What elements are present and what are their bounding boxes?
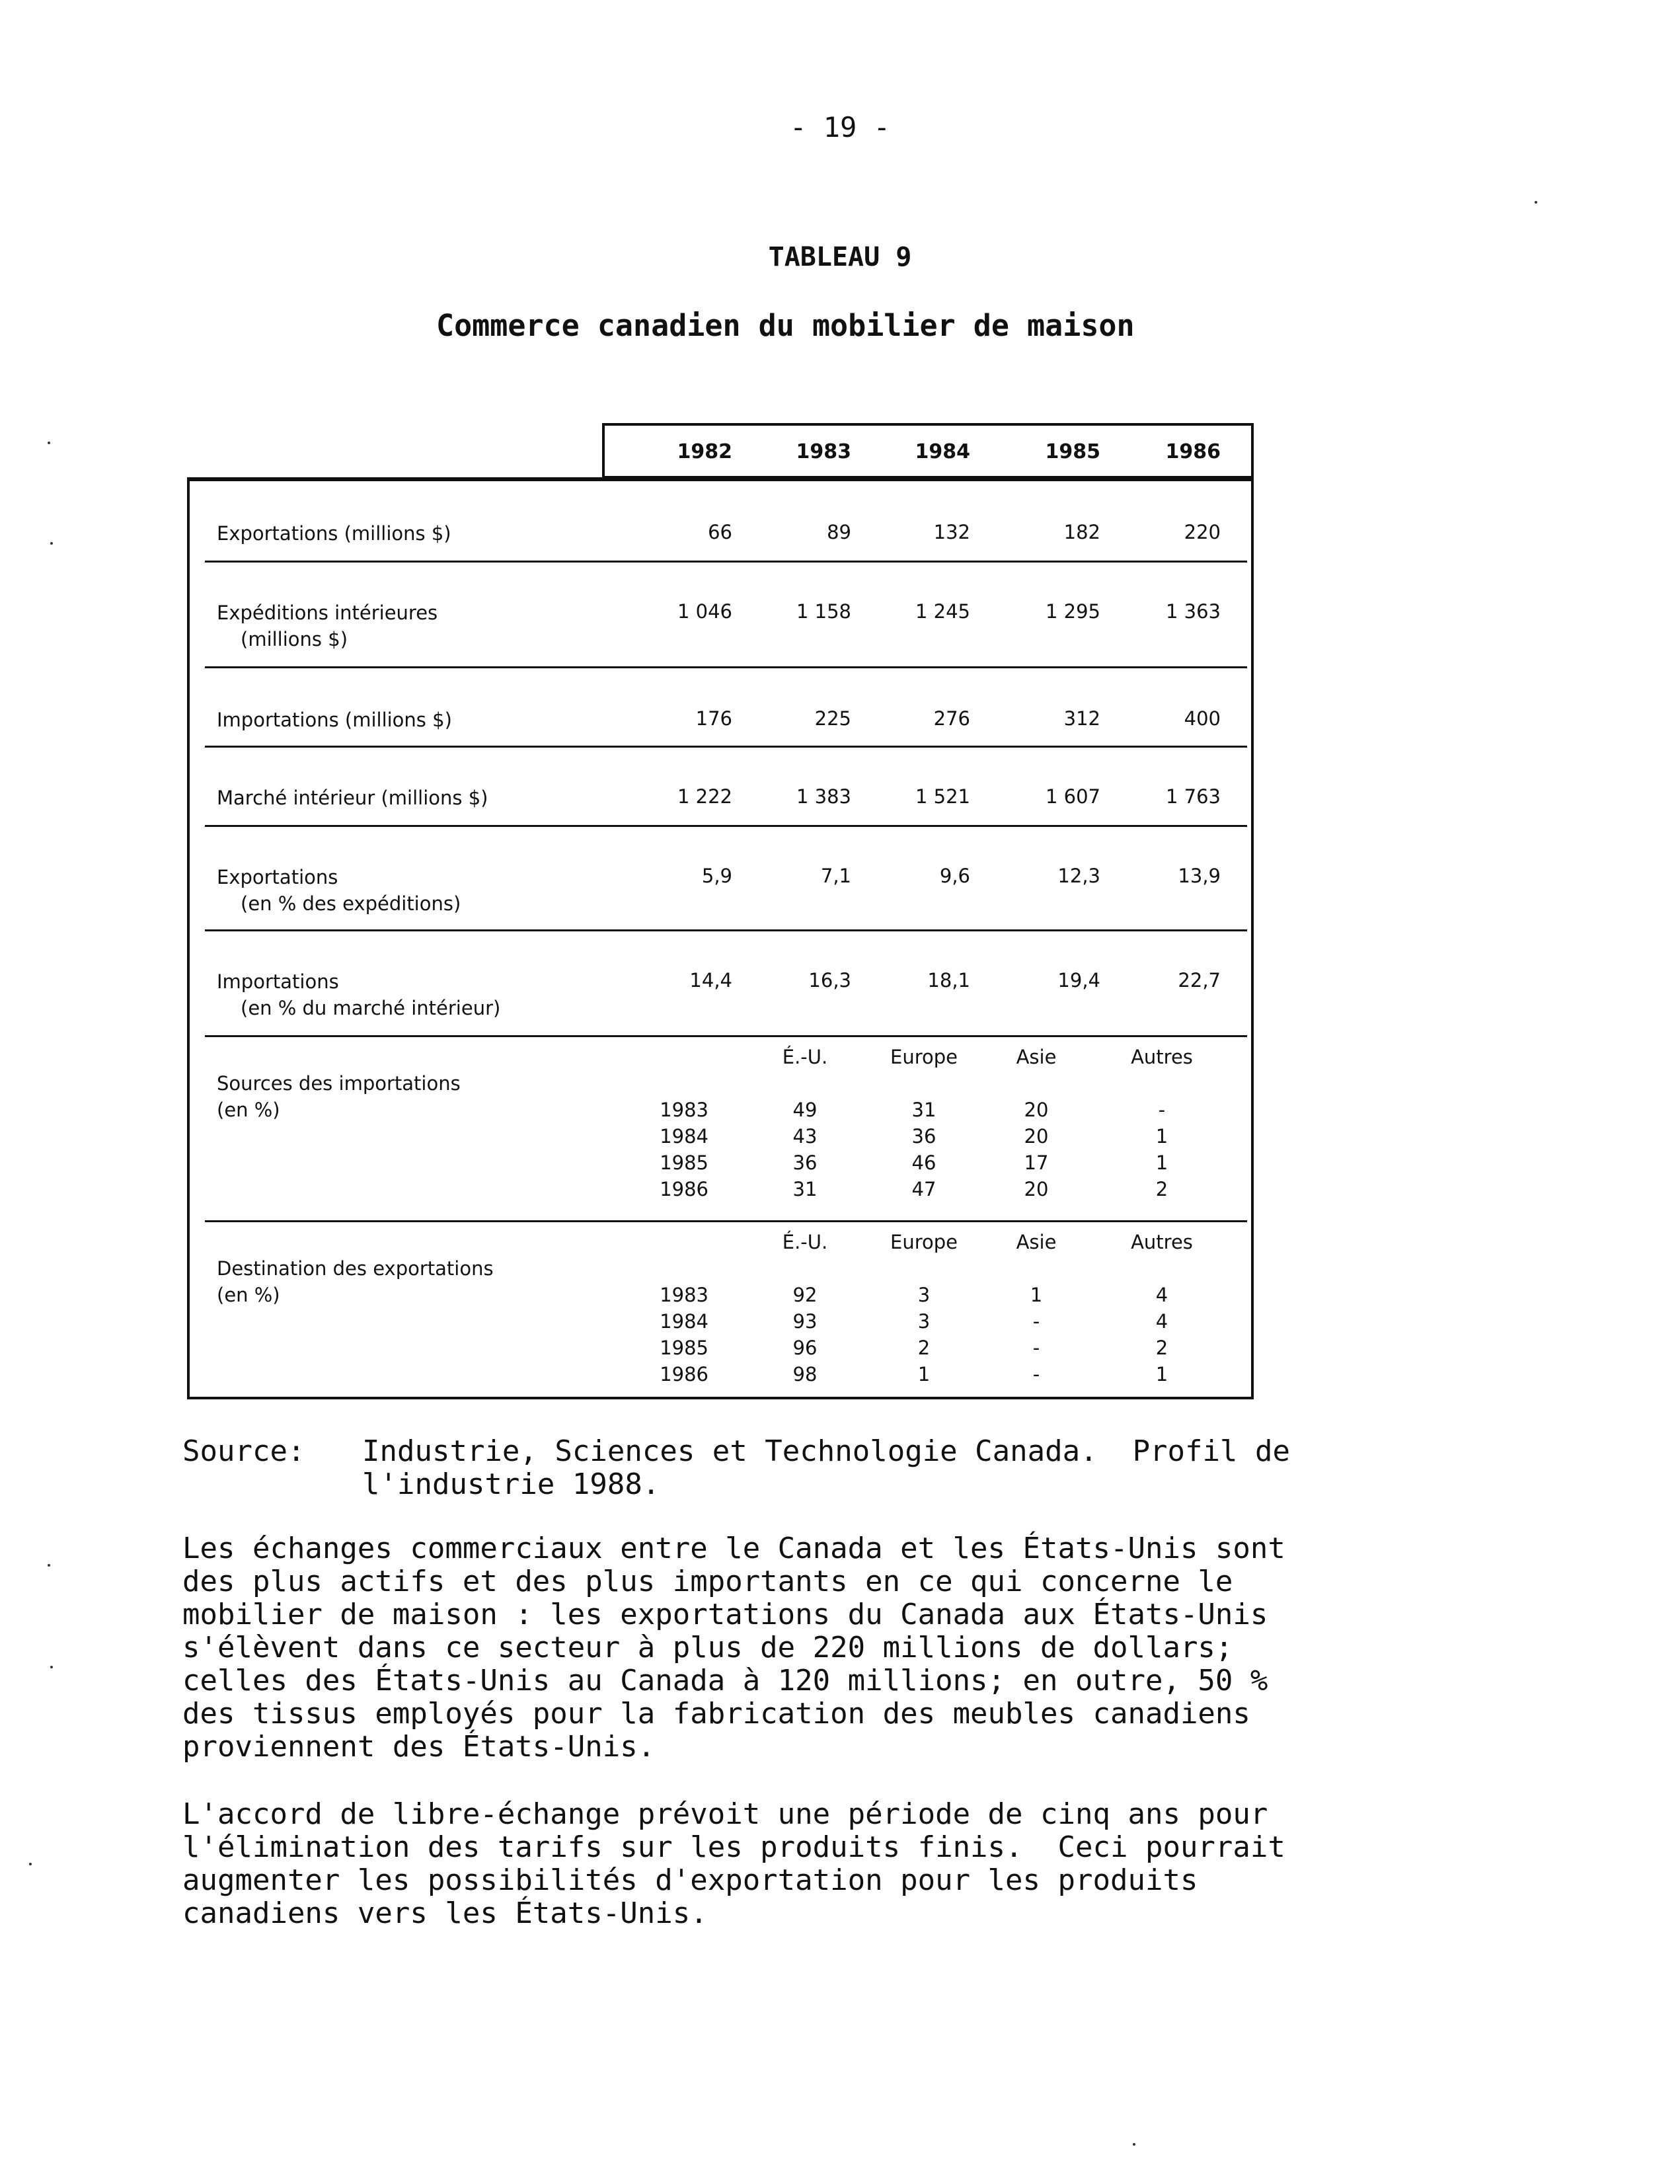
table-cell: 1: [1030, 1284, 1043, 1306]
sources-year: 1984: [660, 1125, 708, 1148]
paragraph-line: s'élèvent dans ce secteur à plus de 220 millions de dollars;: [182, 1631, 1233, 1664]
table-cell: 5,9: [701, 865, 732, 887]
table-cell: 132: [933, 521, 970, 543]
sources-header-asie: Asie: [1016, 1046, 1057, 1068]
destinations-label: Destination des exportations: [217, 1257, 494, 1280]
table-cell: 20: [1024, 1099, 1049, 1121]
table-cell: 1 158: [796, 600, 851, 623]
scan-speck: [1133, 2143, 1135, 2146]
table-cell: -: [1032, 1310, 1040, 1333]
paragraph-line: Les échanges commerciaux entre le Canada et les États-Unis sont: [182, 1532, 1285, 1565]
row-label-exportations-pct-unit: (en % des expéditions): [241, 892, 461, 915]
table-cell: 1 245: [915, 600, 970, 623]
sources-label-unit: (en %): [217, 1099, 280, 1121]
row-label-expeditions-unit: (millions $): [241, 628, 348, 650]
destinations-header-usa: É.-U.: [782, 1231, 828, 1253]
row-label-importations: Importations (millions $): [217, 709, 452, 731]
table-label: TABLEAU 9: [768, 242, 912, 272]
row-divider: [205, 825, 1247, 827]
table-cell: 276: [933, 707, 970, 730]
paragraph-line: des tissus employés pour la fabrication des meubles canadiens: [182, 1697, 1250, 1731]
sources-header-usa: É.-U.: [782, 1046, 828, 1068]
sources-year: 1985: [660, 1151, 708, 1174]
table-cell: 176: [695, 707, 732, 730]
table-cell: 31: [792, 1178, 818, 1200]
destinations-header-europe: Europe: [890, 1231, 958, 1253]
row-divider: [205, 746, 1247, 748]
table-cell: 1: [1155, 1125, 1168, 1148]
paragraph-line: l'élimination des tarifs sur les produits finis. Ceci pourrait: [182, 1830, 1285, 1864]
table-cell: 2: [1155, 1178, 1168, 1200]
scan-speck: [48, 442, 50, 444]
destinations-year: 1984: [660, 1310, 708, 1333]
table-cell: 13,9: [1178, 865, 1221, 887]
table-cell: -: [1032, 1337, 1040, 1359]
table-cell: 220: [1184, 521, 1221, 543]
paragraph-line: mobilier de maison : les exportations du Canada aux États-Unis: [182, 1598, 1268, 1631]
paragraph-line: L'accord de libre-échange prévoit une période de cinq ans pour: [182, 1797, 1268, 1831]
table-cell: 4: [1155, 1310, 1168, 1333]
source-line: Industrie, Sciences et Technologie Canada. Profil de: [362, 1434, 1290, 1468]
table-cell: 16,3: [808, 969, 851, 992]
table-cell: 17: [1024, 1151, 1049, 1174]
table-title: Commerce canadien du mobilier de maison: [436, 308, 1135, 343]
table-cell: 46: [911, 1151, 936, 1174]
table-cell: 31: [911, 1099, 936, 1121]
table-cell: 1: [1155, 1151, 1168, 1174]
sources-year: 1986: [660, 1178, 708, 1200]
scan-speck: [29, 1863, 32, 1865]
table-cell: 20: [1024, 1178, 1049, 1200]
table-cell: 22,7: [1178, 969, 1221, 992]
table-cell: 182: [1063, 521, 1100, 543]
destinations-year: 1985: [660, 1337, 708, 1359]
table-cell: 20: [1024, 1125, 1049, 1148]
table-cell: 96: [792, 1337, 818, 1359]
table-cell: 3: [917, 1310, 931, 1333]
table-cell: 43: [792, 1125, 818, 1148]
row-label-expeditions: Expéditions intérieures: [217, 602, 438, 624]
table-cell: -: [1032, 1363, 1040, 1385]
table-cell: -: [1158, 1099, 1166, 1121]
scan-speck: [1535, 201, 1537, 204]
destinations-year: 1983: [660, 1284, 708, 1306]
table-cell: 36: [792, 1151, 818, 1174]
year-header-1983: 1983: [796, 440, 851, 463]
table-cell: 1 383: [796, 785, 851, 808]
row-label-marche-interieur: Marché intérieur (millions $): [217, 787, 488, 809]
table-cell: 47: [911, 1178, 936, 1200]
source-line: l'industrie 1988.: [362, 1467, 660, 1501]
paragraph-line: celles des États-Unis au Canada à 120 millions; en outre, 50 %: [182, 1664, 1268, 1697]
table-cell: 98: [792, 1363, 818, 1385]
row-label-importations-pct: Importations: [217, 970, 339, 993]
table-cell: 2: [917, 1337, 931, 1359]
row-divider: [205, 1035, 1247, 1037]
destinations-year: 1986: [660, 1363, 708, 1385]
table-cell: 7,1: [820, 865, 851, 887]
table-cell: 1 763: [1165, 785, 1221, 808]
table-cell: 1 363: [1165, 600, 1221, 623]
year-header-1984: 1984: [915, 440, 970, 463]
scan-speck: [48, 1564, 50, 1567]
row-divider: [205, 666, 1247, 668]
table-cell: 225: [814, 707, 851, 730]
destinations-header-asie: Asie: [1016, 1231, 1057, 1253]
table-cell: 66: [708, 521, 732, 543]
scan-speck: [50, 1666, 53, 1668]
paragraph-line: proviennent des États-Unis.: [182, 1730, 656, 1764]
table-cell: 14,4: [689, 969, 732, 992]
source-label: Source:: [182, 1434, 305, 1468]
table-cell: 312: [1063, 707, 1100, 730]
paragraph-line: des plus actifs et des plus importants en ce qui concerne le: [182, 1565, 1233, 1598]
year-header-1985: 1985: [1045, 440, 1100, 463]
table-cell: 1: [1155, 1363, 1168, 1385]
table-cell: 3: [917, 1284, 931, 1306]
table-cell: 9,6: [939, 865, 970, 887]
row-label-importations-pct-unit: (en % du marché intérieur): [241, 997, 501, 1019]
table-cell: 1 521: [915, 785, 970, 808]
sources-header-autres: Autres: [1131, 1046, 1193, 1068]
year-header-1982: 1982: [677, 440, 732, 463]
row-divider: [205, 561, 1247, 563]
destinations-header-autres: Autres: [1131, 1231, 1193, 1253]
table-cell: 1 222: [677, 785, 732, 808]
year-header-1986: 1986: [1165, 440, 1221, 463]
destinations-label-unit: (en %): [217, 1284, 280, 1306]
scan-speck: [50, 542, 53, 545]
row-divider: [205, 929, 1247, 931]
table-cell: 19,4: [1057, 969, 1100, 992]
table-cell: 92: [792, 1284, 818, 1306]
table-cell: 1: [917, 1363, 931, 1385]
table-cell: 1 295: [1045, 600, 1100, 623]
table-cell: 4: [1155, 1284, 1168, 1306]
table-cell: 2: [1155, 1337, 1168, 1359]
sources-label: Sources des importations: [217, 1072, 461, 1095]
page-number: - 19 -: [790, 111, 890, 143]
row-label-exportations: Exportations (millions $): [217, 522, 451, 545]
table-cell: 89: [827, 521, 851, 543]
table-cell: 93: [792, 1310, 818, 1333]
table-cell: 36: [911, 1125, 936, 1148]
sources-year: 1983: [660, 1099, 708, 1121]
paragraph-line: augmenter les possibilités d'exportation pour les produits: [182, 1863, 1198, 1897]
row-label-exportations-pct: Exportations: [217, 866, 338, 888]
table-cell: 1 607: [1045, 785, 1100, 808]
sources-header-europe: Europe: [890, 1046, 958, 1068]
table-cell: 1 046: [677, 600, 732, 623]
table-cell: 18,1: [927, 969, 970, 992]
paragraph-line: canadiens vers les États-Unis.: [182, 1896, 708, 1930]
row-divider: [205, 1220, 1247, 1222]
table-cell: 400: [1184, 707, 1221, 730]
table-cell: 49: [792, 1099, 818, 1121]
table-frame-top-rule: [187, 477, 1254, 481]
table-cell: 12,3: [1057, 865, 1100, 887]
